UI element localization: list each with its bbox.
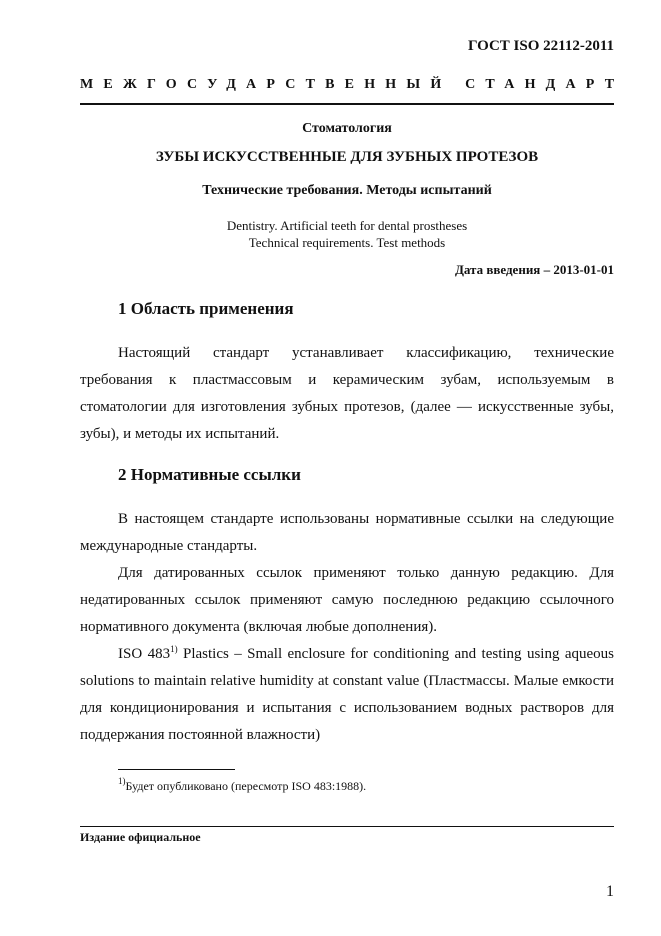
section1-heading: 1 Область применения [118, 299, 294, 318]
reference-id: ISO 483 [118, 646, 171, 662]
section1-paragraph: Настоящий стандарт устанавливает классификацию, технические требования к пластмассовым и керамическим зубам, используемым в стоматологии для изготовления зубных протезов, (далее — искусственные зубы, зубы), и методы их испытаний. [80, 345, 614, 442]
reference-text: Plastics – Small enclosure for conditioning and testing using aqueous solutions to maintain relative humidity at constant value (Пластмассы. Малые емкости для кондиционирования и испытания с использованием водных растворов для поддержания постоянной влажности) [80, 646, 614, 743]
footnote-reference-marker: 1) [170, 644, 178, 654]
introduction-date: Дата введения – 2013-01-01 [454, 262, 614, 277]
title-en-line1: Dentistry. Artificial teeth for dental prostheses [226, 218, 468, 233]
main-title-ru: ЗУБЫ ИСКУССТВЕННЫЕ ДЛЯ ЗУБНЫХ ПРОТЕЗОВ [155, 149, 539, 165]
normative-reference-iso483 [80, 641, 614, 749]
section2-paragraph-2: Для датированных ссылок применяют только данную редакцию. Для недатированных ссылок применяют самую последнюю редакцию ссылочного нормативного документа (включая любые дополнения). [80, 565, 614, 635]
interstate-standard-label: МЕЖГОСУДАРСТВЕННЫЙ СТАНДАРТ [80, 77, 625, 92]
subject-title: Стоматология [302, 121, 392, 136]
title-en [80, 217, 614, 251]
footnote-marker: 1) [118, 776, 126, 786]
official-edition-label: Издание официальное [80, 830, 201, 844]
footnote-text: Будет опубликовано (пересмотр ISO 483:1988). [125, 779, 367, 793]
title-en-line2: Technical requirements. Test methods [248, 235, 446, 250]
section2-paragraph-1: В настоящем стандарте использованы нормативные ссылки на следующие международные стандарты. [80, 511, 614, 554]
footnote-divider [118, 769, 235, 770]
subtitle-ru: Технические требования. Методы испытаний [202, 183, 492, 198]
header-divider [80, 103, 614, 105]
footnote [118, 776, 367, 794]
section2-heading: 2 Нормативные ссылки [118, 465, 301, 484]
footer-divider [80, 826, 614, 827]
document-code: ГОСТ ISO 22112-2011 [467, 38, 614, 54]
page-number: 1 [606, 883, 614, 900]
